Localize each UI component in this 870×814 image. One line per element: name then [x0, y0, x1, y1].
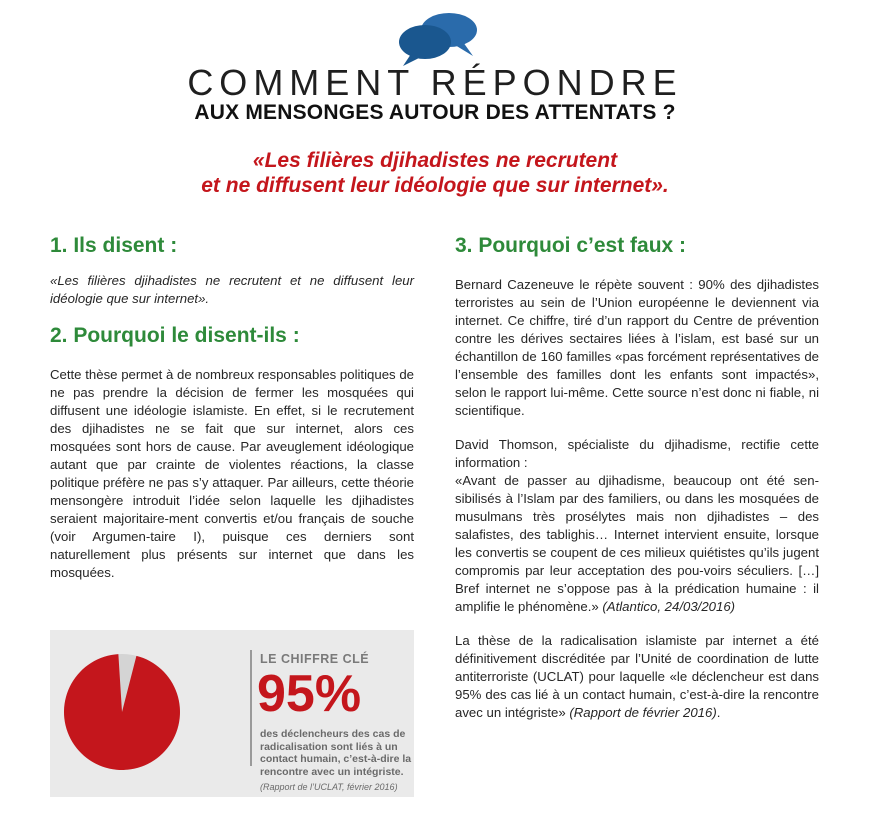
- uclat-source: (Rapport de février 2016): [569, 705, 717, 720]
- speech-bubbles-icon: [393, 8, 483, 68]
- page-title: COMMENT RÉPONDRE: [187, 62, 683, 103]
- key-figure-source: (Rapport de l’UCLAT, février 2016): [260, 782, 398, 792]
- section-3-paragraph-2-quote: [455, 472, 819, 616]
- right-column: [455, 232, 819, 722]
- pie-chart-icon: [62, 652, 182, 772]
- section-3-paragraph-2-intro: David Thomson, spécialiste du djihadisme, rectifie cette information :: [455, 437, 819, 470]
- section-3-paragraph-1: Bernard Cazeneuve le répète souvent : 90% des djihadistes terroristes au sein de l’Union européenne le deviennent via internet. Ce chiffre, tiré d’un rapport du Centre de prévention contre les dérives sectaires liées à l’islam, est basé sur un échantillon de 160 familles «pas forcément représentatives de l’ensemble des familles dont les enfants sont impactés», selon le rapport lui-même. Cette source n’est donc ni fiable, ni scientifique.: [455, 277, 819, 418]
- section-2-text: Cette thèse permet à de nombreux responsables politiques de ne pas prendre la décision de fermer les mosquées qui diffusent une idéologie islamiste. En effet, si le recrutement des djihadistes ne se fait que sur internet, alors ces mosquées sont hors de cause. Par aveuglement idéologique autant que par crainte de violentes réactions, la classe politique préfère ne pas s’y attaquer. Par ailleurs, cette théorie mensongère introduit l’idée selon laquelle les djihadistes seraient majoritaire-ment convertis et/ou français de souche (voir Argumen-taire I), puisque ces derniers sont naturellement plus présents sur internet que dans les mosquées.: [50, 367, 414, 580]
- section-3-title: 3. Pourquoi c’est faux :: [455, 234, 687, 257]
- lead-quote-line-2: et ne diffusent leur idéologie que sur internet».: [201, 174, 669, 197]
- uclat-text: La thèse de la radicalisation islamiste par internet a été définitivement discréditée par l’Unité de coordination de lutte antiterroriste (UCLAT) pour laquelle «le déclencheur est dans 95% des cas lié à un contact humain, c’est-à-dire la rencontre avec un intégriste»: [455, 633, 819, 720]
- uclat-period: .: [716, 705, 721, 720]
- section-1-title: 1. Ils disent :: [50, 234, 178, 257]
- page-subtitle: AUX MENSONGES AUTOUR DES ATTENTATS ?: [194, 101, 676, 124]
- thomson-quote: «Avant de passer au djihadisme, beaucoup ont été sen-sibilisés à l’Islam par des familiers, ou dans les mosquées de musulmans très prosélytes mais non djihadistes – des salafistes, des tablighis… Internet intervient ensuite, lorsque les convertis se coupent de ces milieux quiétistes qu’ils jugent compromis par leur acceptation des pou-voirs séculiers. […] Bref internet ne s’oppose pas à la prédication humaine : il amplifie le phénomène.»: [455, 473, 819, 614]
- key-figure-label: LE CHIFFRE CLÉ: [260, 652, 370, 666]
- lead-quote-line-1: «Les filières djihadistes ne recrutent: [252, 149, 618, 172]
- section-3-paragraph-3: [455, 632, 819, 722]
- section-1-text: «Les filières djihadistes ne recrutent et ne diffusent leur idéologie que sur internet».: [50, 273, 414, 306]
- key-figure-box: [50, 630, 414, 797]
- key-figure-description: des déclencheurs des cas de radicalisation sont liés à un contact humain, c’est-à-dire la rencontre avec un intégriste.: [260, 728, 412, 778]
- thomson-source: (Atlantico, 24/03/2016): [602, 599, 736, 614]
- left-column: [50, 232, 414, 582]
- section-2-title: 2. Pourquoi le disent-ils :: [50, 324, 300, 347]
- lead-quote: [0, 148, 870, 198]
- key-figure-value: 95%: [257, 665, 362, 723]
- key-divider: [250, 650, 252, 766]
